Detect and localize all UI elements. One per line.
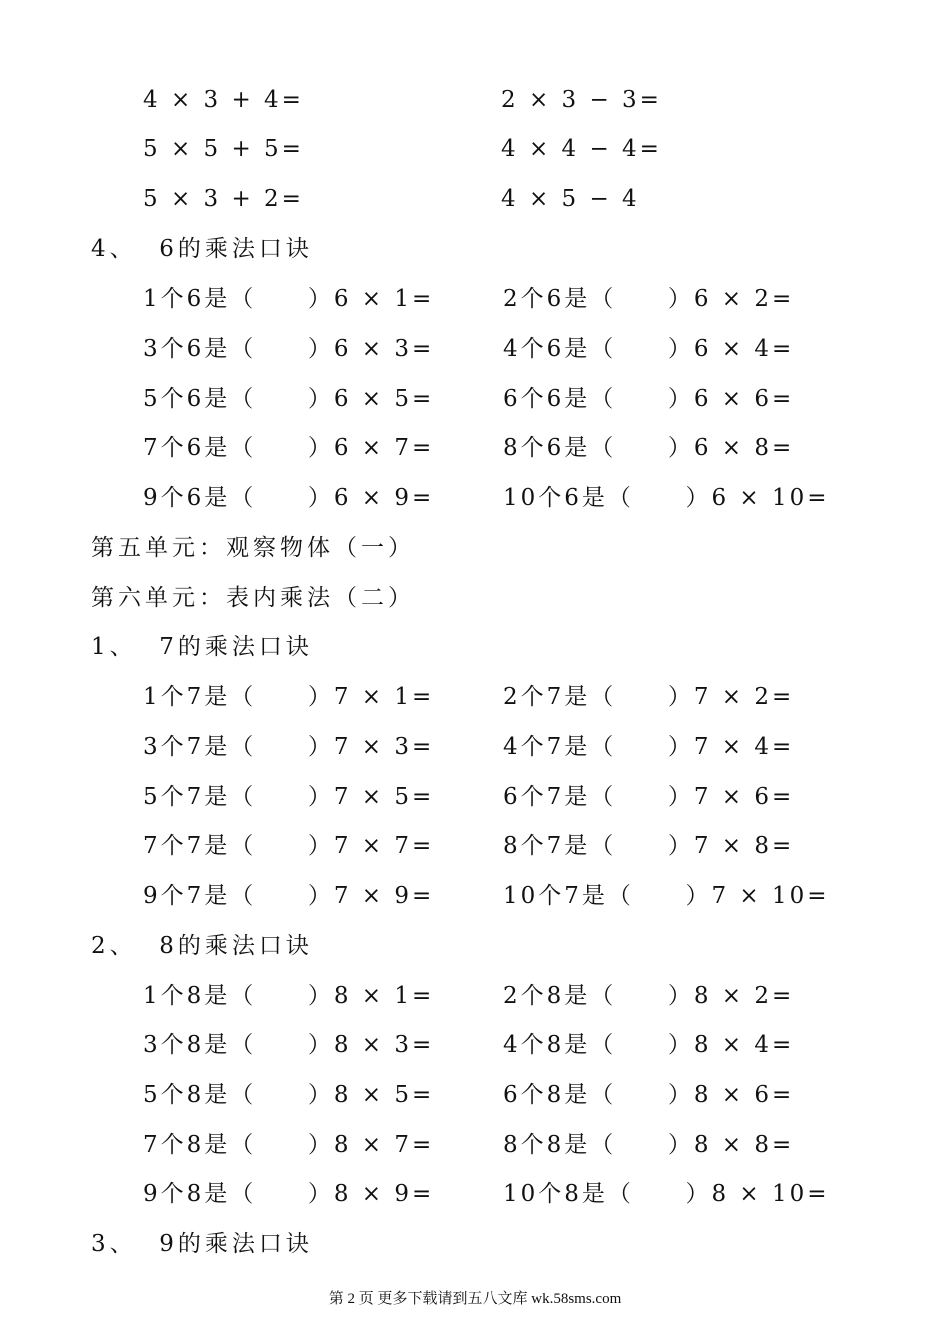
row-7-4b: 8个7是（ ）7 × 8= <box>503 833 795 859</box>
row-6-4a: 7个6是（ ）6 × 7= <box>143 435 435 461</box>
section-heading-9: 3、 9的乘法口诀 <box>91 1231 313 1257</box>
row-7-5b: 10个7是（ ）7 × 10= <box>503 883 830 909</box>
row-8-3b: 6个8是（ ）8 × 6= <box>503 1082 795 1108</box>
section-heading-6: 4、 6的乘法口诀 <box>91 236 313 262</box>
row-8-5a: 9个8是（ ）8 × 9= <box>143 1181 435 1207</box>
row-6-4b: 8个6是（ ）6 × 8= <box>503 435 795 461</box>
row-6-2b: 4个6是（ ）6 × 4= <box>503 336 795 362</box>
row-6-3b: 6个6是（ ）6 × 6= <box>503 386 795 412</box>
row-8-1a: 1个8是（ ）8 × 1= <box>143 983 435 1009</box>
row-7-3a: 5个7是（ ）7 × 5= <box>143 784 435 810</box>
row-7-1a: 1个7是（ ）7 × 1= <box>143 684 435 710</box>
unit-5-title: 第五单元：观察物体（一） <box>91 535 415 561</box>
row-7-4a: 7个7是（ ）7 × 7= <box>143 833 435 859</box>
row-8-2a: 3个8是（ ）8 × 3= <box>143 1032 435 1058</box>
row-7-3b: 6个7是（ ）7 × 6= <box>503 784 795 810</box>
exercise-1a: 4 × 3 + 4= <box>143 87 304 113</box>
row-6-1b: 2个6是（ ）6 × 2= <box>503 286 795 312</box>
row-7-5a: 9个7是（ ）7 × 9= <box>143 883 435 909</box>
exercise-1b: 2 × 3 − 3= <box>501 87 662 113</box>
row-6-3a: 5个6是（ ）6 × 5= <box>143 386 435 412</box>
row-6-2a: 3个6是（ ）6 × 3= <box>143 336 435 362</box>
row-6-5b: 10个6是（ ）6 × 10= <box>503 485 830 511</box>
exercise-2a: 5 × 5 + 5= <box>143 136 304 162</box>
section-heading-8: 2、 8的乘法口诀 <box>91 933 313 959</box>
exercise-3a: 5 × 3 + 2= <box>143 186 304 212</box>
row-8-2b: 4个8是（ ）8 × 4= <box>503 1032 795 1058</box>
row-6-5a: 9个6是（ ）6 × 9= <box>143 485 435 511</box>
row-6-1a: 1个6是（ ）6 × 1= <box>143 286 435 312</box>
row-7-2b: 4个7是（ ）7 × 4= <box>503 734 795 760</box>
row-8-5b: 10个8是（ ）8 × 10= <box>503 1181 830 1207</box>
row-8-4b: 8个8是（ ）8 × 8= <box>503 1132 795 1158</box>
row-7-1b: 2个7是（ ）7 × 2= <box>503 684 795 710</box>
unit-6-title: 第六单元：表内乘法（二） <box>91 585 415 611</box>
page-footer: 第 2 页 更多下载请到五八文库 wk.58sms.com <box>328 1291 622 1307</box>
exercise-3b: 4 × 5 − 4 <box>501 186 640 212</box>
section-heading-7: 1、 7的乘法口诀 <box>91 634 313 660</box>
row-8-4a: 7个8是（ ）8 × 7= <box>143 1132 435 1158</box>
row-8-1b: 2个8是（ ）8 × 2= <box>503 983 795 1009</box>
row-7-2a: 3个7是（ ）7 × 3= <box>143 734 435 760</box>
exercise-2b: 4 × 4 − 4= <box>501 136 662 162</box>
row-8-3a: 5个8是（ ）8 × 5= <box>143 1082 435 1108</box>
